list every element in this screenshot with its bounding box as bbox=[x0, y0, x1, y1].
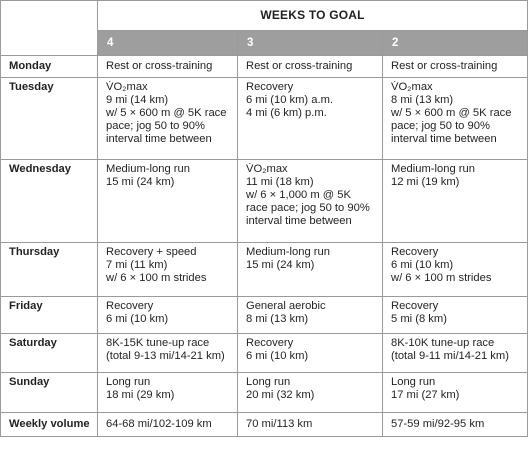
cell-line: 64-68 mi/102-109 km bbox=[106, 418, 212, 430]
cell-line: Long run bbox=[391, 376, 436, 388]
cell-line: 20 mi (32 km) bbox=[246, 389, 315, 401]
cell-line: interval time between bbox=[246, 215, 352, 227]
day-label: Tuesday bbox=[1, 78, 98, 160]
cell-line: pace; jog 50 to 90% bbox=[106, 120, 205, 132]
table-cell bbox=[238, 243, 383, 297]
week-header-4: 4 bbox=[98, 31, 238, 56]
table-cell bbox=[98, 243, 238, 297]
table-row-saturday bbox=[1, 334, 528, 373]
cell-line: 8K-10K tune-up race bbox=[391, 337, 495, 349]
table-cell bbox=[98, 413, 238, 437]
week-header-2: 2 bbox=[383, 31, 528, 56]
cell-line: 9 mi (14 km) bbox=[106, 94, 169, 106]
cell-line: 6 mi (10 km) bbox=[246, 350, 309, 362]
cell-line: (total 9-13 mi/14-21 km) bbox=[106, 350, 225, 362]
cell-line: 5 mi (8 km) bbox=[391, 313, 447, 325]
cell-line: 6 mi (10 km) a.m. bbox=[246, 94, 334, 106]
cell-line: 7 mi (11 km) bbox=[106, 259, 168, 271]
cell-line: 11 mi (18 km) bbox=[246, 176, 314, 188]
cell-line: w/ 6 × 100 m strides bbox=[106, 272, 207, 284]
cell-line: Recovery bbox=[246, 81, 294, 93]
cell-line: 70 mi/113 km bbox=[246, 418, 313, 430]
table-cell bbox=[238, 160, 383, 243]
cell-line: 12 mi (19 km) bbox=[391, 176, 460, 188]
table-cell bbox=[98, 56, 238, 78]
table-cell bbox=[98, 160, 238, 243]
table-row-friday bbox=[1, 297, 528, 334]
day-label: Sunday bbox=[1, 373, 98, 413]
cell-line: 15 mi (24 km) bbox=[246, 259, 315, 271]
table-cell bbox=[238, 413, 383, 437]
cell-line: 4 mi (6 km) p.m. bbox=[246, 107, 327, 119]
day-label: Wednesday bbox=[1, 160, 98, 243]
table-row-wednesday bbox=[1, 160, 528, 243]
cell-line: 8 mi (13 km) bbox=[391, 94, 454, 106]
cell-line: Rest or cross-training bbox=[106, 60, 213, 72]
day-label: Saturday bbox=[1, 334, 98, 373]
cell-line: Recovery bbox=[246, 337, 294, 349]
table-cell bbox=[238, 297, 383, 334]
table-cell bbox=[98, 373, 238, 413]
cell-line: race pace; jog 50 to 90% bbox=[246, 202, 370, 214]
cell-line: Medium-long run bbox=[391, 163, 475, 175]
cell-line: Recovery bbox=[391, 246, 439, 258]
cell-line: 6 mi (10 km) bbox=[391, 259, 454, 271]
table-cell bbox=[238, 334, 383, 373]
table-row-thursday bbox=[1, 243, 528, 297]
cell-line: w/ 6 × 100 m strides bbox=[391, 272, 492, 284]
table-cell bbox=[238, 78, 383, 160]
cell-line: Recovery + speed bbox=[106, 246, 197, 258]
cell-line: 17 mi (27 km) bbox=[391, 389, 460, 401]
cell-line: V̇O₂max bbox=[106, 81, 148, 93]
cell-line: Rest or cross-training bbox=[391, 60, 498, 72]
table-cell bbox=[383, 373, 528, 413]
table-cell bbox=[98, 297, 238, 334]
cell-line: 18 mi (29 km) bbox=[106, 389, 175, 401]
table-title: WEEKS TO GOAL bbox=[98, 1, 528, 31]
cell-line: 15 mi (24 km) bbox=[106, 176, 175, 188]
cell-line: 8 mi (13 km) bbox=[246, 313, 309, 325]
table-cell bbox=[383, 160, 528, 243]
table-cell bbox=[98, 334, 238, 373]
day-label: Weekly volume bbox=[1, 413, 98, 437]
table-row-sunday bbox=[1, 373, 528, 413]
table-row-tuesday bbox=[1, 78, 528, 160]
table-cell bbox=[383, 297, 528, 334]
cell-line: V̇O₂max bbox=[246, 163, 288, 175]
day-label: Monday bbox=[1, 56, 98, 78]
week-header-3: 3 bbox=[238, 31, 383, 56]
table-cell bbox=[238, 56, 383, 78]
cell-line: interval time between bbox=[391, 133, 497, 145]
cell-line: (total 9-11 mi/14-21 km) bbox=[391, 350, 509, 362]
table-cell bbox=[383, 413, 528, 437]
cell-line: w/ 6 × 1,000 m @ 5K bbox=[246, 189, 351, 201]
cell-line: Recovery bbox=[106, 300, 154, 312]
cell-line: w/ 5 × 600 m @ 5K race bbox=[391, 107, 512, 119]
cell-line: w/ 5 × 600 m @ 5K race bbox=[106, 107, 227, 119]
cell-line: Long run bbox=[246, 376, 291, 388]
table-cell bbox=[238, 373, 383, 413]
cell-line: interval time between bbox=[106, 133, 212, 145]
cell-line: Long run bbox=[106, 376, 151, 388]
cell-line: Medium-long run bbox=[246, 246, 330, 258]
day-label: Thursday bbox=[1, 243, 98, 297]
table-cell bbox=[383, 78, 528, 160]
cell-line: 57-59 mi/92-95 km bbox=[391, 418, 485, 430]
table-cell bbox=[383, 334, 528, 373]
table-cell bbox=[383, 243, 528, 297]
cell-line: pace; jog 50 to 90% bbox=[391, 120, 490, 132]
cell-line: Medium-long run bbox=[106, 163, 190, 175]
cell-line: Recovery bbox=[391, 300, 439, 312]
cell-line: V̇O₂max bbox=[391, 81, 433, 93]
table-row-monday bbox=[1, 56, 528, 78]
cell-line: Rest or cross-training bbox=[246, 60, 353, 72]
cell-line: General aerobic bbox=[246, 300, 326, 312]
corner-cell bbox=[1, 1, 98, 56]
day-label: Friday bbox=[1, 297, 98, 334]
table-cell bbox=[98, 78, 238, 160]
table-row-weekly-volume bbox=[1, 413, 528, 437]
table-cell bbox=[383, 56, 528, 78]
cell-line: 6 mi (10 km) bbox=[106, 313, 169, 325]
header-row-title bbox=[1, 1, 528, 31]
cell-line: 8K-15K tune-up race bbox=[106, 337, 210, 349]
